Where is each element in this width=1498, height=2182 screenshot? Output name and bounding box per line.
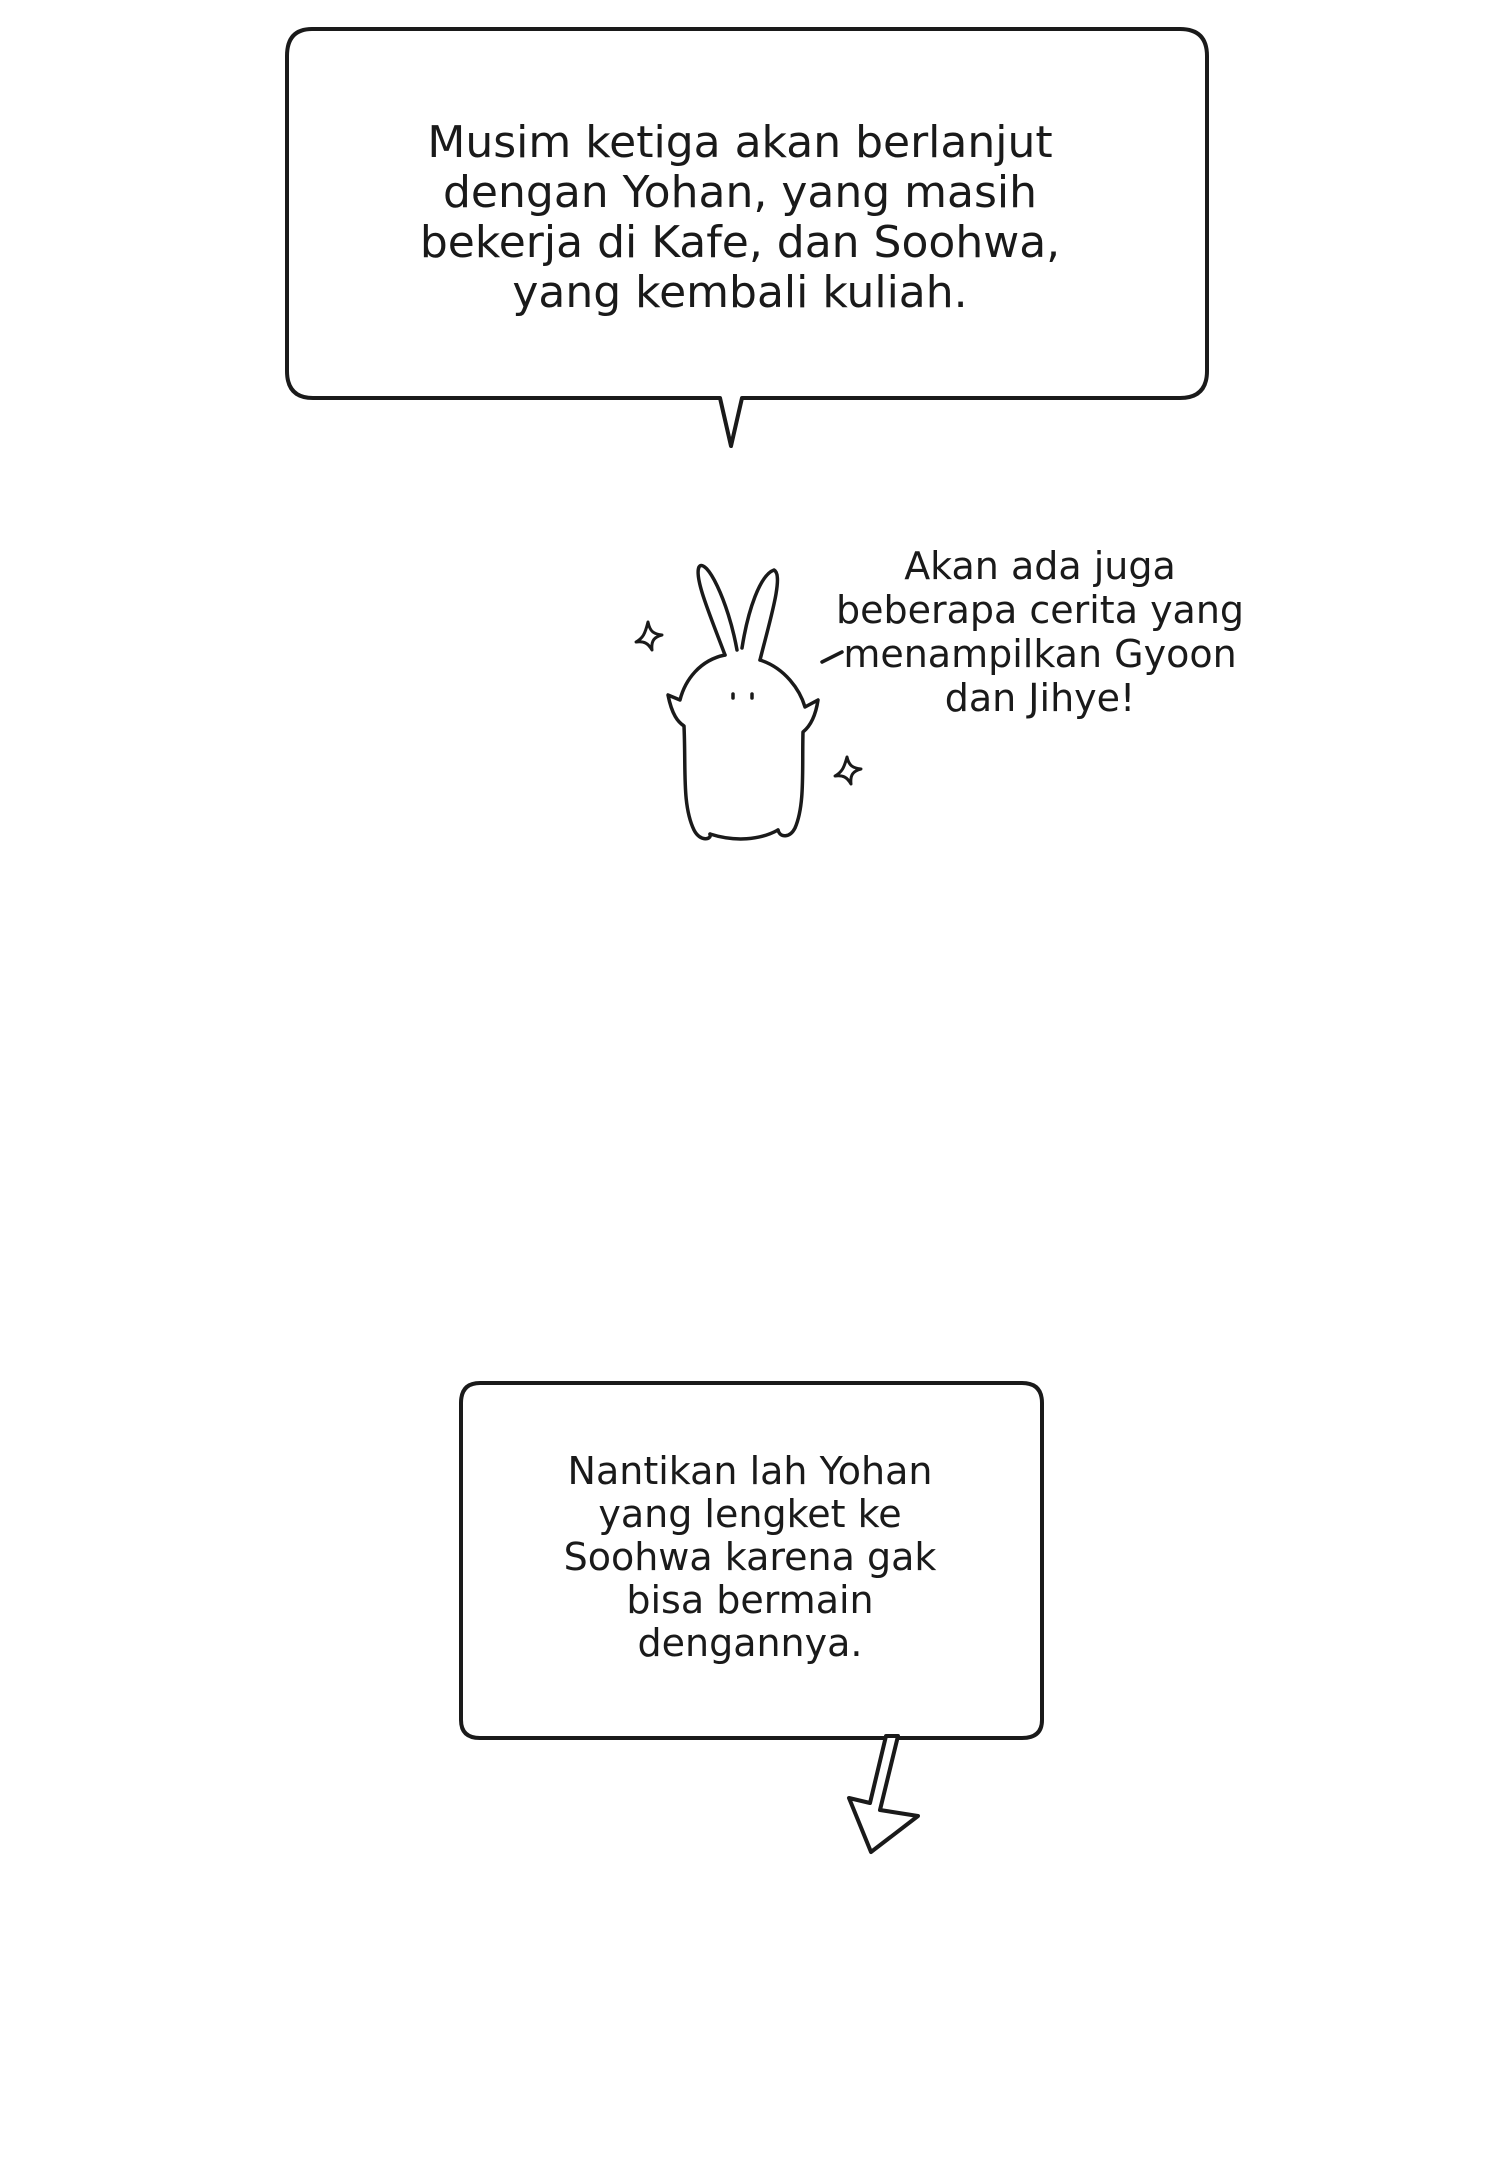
rabbit-caption [810,544,1270,720]
speech-line: Soohwa karena gak [563,1535,937,1579]
caption-line: menampilkan Gyoon [843,632,1237,676]
down-arrow-icon [849,1736,918,1852]
caption-line: beberapa cerita yang [835,588,1245,632]
speech-line: bekerja di Kafe, dan Soohwa, [419,217,1061,268]
sparkle-icon [835,757,861,784]
speech-line: Musim ketiga akan berlanjut [427,117,1053,168]
speech-line: bisa bermain [626,1578,874,1622]
speech-line: Nantikan lah Yohan [567,1449,933,1493]
caption-line: dan Jihye! [944,676,1136,720]
speech-line: dengannya. [637,1621,863,1665]
speech-line: yang lengket ke [598,1492,902,1536]
sparkle-icon [636,622,662,650]
caption-line: Akan ada juga [904,544,1176,588]
speech-bubble-top-text [290,118,1190,318]
speech-bubble-bottom-text [480,1450,1020,1665]
speech-line: dengan Yohan, yang masih [443,167,1037,218]
speech-line: yang kembali kuliah. [512,267,968,318]
